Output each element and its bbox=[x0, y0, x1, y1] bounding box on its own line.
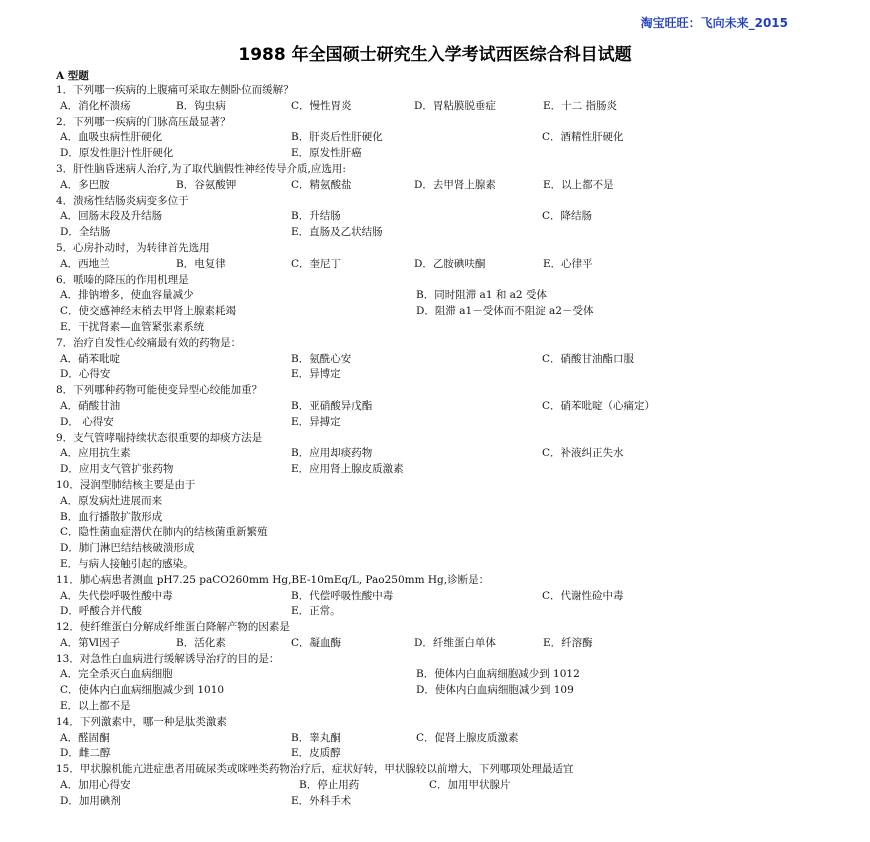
section-heading: A 型题 bbox=[56, 70, 89, 82]
answer-option: D．去甲肾上腺素 bbox=[414, 178, 496, 191]
option-row bbox=[56, 415, 846, 431]
question-10 bbox=[56, 478, 846, 573]
answer-option: C．奎尼丁 bbox=[291, 257, 342, 270]
answer-option: E．干扰肾素—血管紧张素系统 bbox=[60, 320, 205, 333]
answer-option: D．全结肠 bbox=[60, 226, 111, 239]
watermark-text: 淘宝旺旺：飞向未来_2015 bbox=[640, 16, 788, 30]
option-row bbox=[56, 257, 846, 273]
answer-option: A．第Ⅵ因子 bbox=[60, 636, 121, 649]
answer-option: A．失代偿呼吸性酸中毒 bbox=[60, 589, 173, 602]
answer-option: E．应用肾上腺皮质激素 bbox=[291, 463, 404, 476]
answer-option: C．精氨酸盐 bbox=[291, 178, 352, 191]
option-row bbox=[56, 178, 846, 194]
answer-option: C．加用甲状腺片 bbox=[429, 779, 511, 792]
question-15 bbox=[56, 762, 846, 809]
answer-option: B．睾丸酮 bbox=[291, 731, 341, 744]
answer-option: A．醛固酮 bbox=[60, 731, 110, 744]
answer-option: B．谷氨酸钾 bbox=[176, 178, 237, 191]
answer-option: A．应用抗生素 bbox=[60, 447, 131, 460]
option-row bbox=[56, 557, 846, 573]
answer-option: E．十二 指肠炎 bbox=[543, 99, 618, 112]
question-stem: 6．哌嗪的降压的作用机理是 bbox=[56, 273, 189, 286]
question-stem: 4．溃疡性结肠炎病变多位于 bbox=[56, 194, 189, 207]
answer-option: D．胃粘膜脱垂症 bbox=[414, 99, 496, 112]
option-row bbox=[56, 794, 846, 810]
answer-option: A．原发病灶进展而来 bbox=[60, 494, 163, 507]
answer-option: C．代谢性硷中毒 bbox=[542, 589, 624, 602]
answer-option: C．硝酸甘油酯口服 bbox=[542, 352, 635, 365]
option-row bbox=[56, 683, 846, 699]
answer-option: D．使体内白血病细胞减少到 109 bbox=[416, 684, 574, 697]
answer-option: A．硝酸甘油 bbox=[60, 399, 121, 412]
option-row bbox=[56, 778, 846, 794]
question-stem: 9．支气管哮喘持续状态很重要的却痰方法是 bbox=[56, 431, 263, 444]
answer-option: B．氨酰心安 bbox=[291, 352, 352, 365]
answer-option: C．降结肠 bbox=[542, 210, 593, 223]
answer-option: D．原发性胆汁性肝硬化 bbox=[60, 147, 174, 160]
option-row bbox=[56, 667, 846, 683]
option-row bbox=[56, 589, 846, 605]
answer-option: E．与病人接触引起的感染。 bbox=[60, 557, 194, 570]
question-4 bbox=[56, 194, 846, 241]
answer-option: D． 心得安 bbox=[60, 415, 114, 428]
question-stem: 7．治疗自发性心绞痛最有效的药物是： bbox=[56, 336, 242, 349]
answer-option: D．呼酸合并代酸 bbox=[60, 605, 142, 618]
answer-option: B．血行播散扩散形成 bbox=[60, 510, 163, 523]
question-6 bbox=[56, 273, 846, 336]
answer-option: A．西地兰 bbox=[60, 257, 110, 270]
answer-option: E．以上都不是 bbox=[60, 700, 131, 713]
question-stem: 2．下列哪一疾病的门脉高压最显著？ bbox=[56, 115, 231, 128]
answer-option: E．异搏定 bbox=[291, 415, 341, 428]
option-row bbox=[56, 209, 846, 225]
answer-option: A．完全杀灭白血病细胞 bbox=[60, 668, 173, 681]
question-stem: 10．浸润型肺结核主要是由于 bbox=[56, 478, 196, 491]
question-2 bbox=[56, 115, 846, 162]
answer-option: C．促肾上腺皮质激素 bbox=[416, 731, 519, 744]
option-row bbox=[56, 746, 846, 762]
answer-option: E．纤溶酶 bbox=[543, 636, 593, 649]
answer-option: D．应用支气管扩张药物 bbox=[60, 463, 174, 476]
option-row bbox=[56, 731, 846, 747]
answer-option: C．使交感神经末梢去甲肾上腺素耗竭 bbox=[60, 305, 237, 318]
question-1 bbox=[56, 83, 846, 115]
answer-option: C．使体内白血病细胞减少到 1010 bbox=[60, 684, 225, 697]
question-stem: 8．下列哪种药物可能使变异型心绞能加重？ bbox=[56, 384, 263, 397]
question-stem: 5．心房扑动时，为转律首先选用 bbox=[56, 241, 210, 254]
question-list bbox=[56, 83, 846, 810]
option-row bbox=[56, 225, 846, 241]
question-stem: 15．甲状腺机能亢进症患者用硫尿类或咪唑类药物治疗后，症状好转，甲状腺较以前增大，下列哪项处理最适宜 bbox=[56, 763, 574, 776]
answer-option: B．电复律 bbox=[176, 257, 226, 270]
question-8 bbox=[56, 383, 846, 430]
option-row bbox=[56, 367, 846, 383]
question-7 bbox=[56, 336, 846, 383]
question-5 bbox=[56, 241, 846, 273]
answer-option: B．肝炎后性肝硬化 bbox=[291, 131, 383, 144]
answer-option: B．同时阻滞 a1 和 a2 受体 bbox=[416, 289, 547, 302]
option-row bbox=[56, 636, 846, 652]
answer-option: E．原发性肝癌 bbox=[291, 147, 362, 160]
answer-option: B．使体内白血病细胞减少到 1012 bbox=[416, 668, 580, 681]
answer-option: B．钩虫病 bbox=[176, 99, 226, 112]
answer-option: C．慢性胃炎 bbox=[291, 99, 352, 112]
option-row bbox=[56, 462, 846, 478]
answer-option: A．血吸虫病性肝硬化 bbox=[60, 131, 163, 144]
answer-option: A．多巴胺 bbox=[60, 178, 110, 191]
answer-option: D．纤维蛋白单体 bbox=[414, 636, 496, 649]
answer-option: A．消化杯溃疡 bbox=[60, 99, 131, 112]
answer-option: E．正常。 bbox=[291, 605, 341, 618]
answer-option: D．肺门淋巴结结核破溃形成 bbox=[60, 542, 195, 555]
answer-option: A．排钠增多，使血容量减少 bbox=[60, 289, 194, 302]
option-row bbox=[56, 288, 846, 304]
option-row bbox=[56, 320, 846, 336]
option-row bbox=[56, 541, 846, 557]
answer-option: D．加用碘剂 bbox=[60, 794, 121, 807]
answer-option: E．直肠及乙状结肠 bbox=[291, 226, 383, 239]
answer-option: C．凝血酶 bbox=[291, 636, 342, 649]
answer-option: D．雌二醇 bbox=[60, 747, 111, 760]
question-14 bbox=[56, 715, 846, 762]
question-stem: 12．使纤维蛋白分解成纤维蛋白降解产物的因素是 bbox=[56, 621, 290, 634]
answer-option: C．硝苯吡啶（心痛定） bbox=[542, 399, 656, 412]
option-row bbox=[56, 399, 846, 415]
question-9 bbox=[56, 431, 846, 478]
answer-option: C．补液纠正失水 bbox=[542, 447, 624, 460]
answer-option: E．以上都不是 bbox=[543, 178, 614, 191]
question-stem: 13．对急性白血病进行缓解诱导治疗的目的是： bbox=[56, 652, 280, 665]
answer-option: C．隐性菌血症潜伏在肺内的结核菌重新繁殖 bbox=[60, 526, 268, 539]
question-11 bbox=[56, 573, 846, 620]
answer-option: B．应用却痰药物 bbox=[291, 447, 373, 460]
answer-option: E．皮质醇 bbox=[291, 747, 341, 760]
answer-option: C．酒精性肝硬化 bbox=[542, 131, 624, 144]
option-row bbox=[56, 510, 846, 526]
answer-option: A．回肠末段及升结肠 bbox=[60, 210, 163, 223]
question-13 bbox=[56, 652, 846, 715]
answer-option: B．升结肠 bbox=[291, 210, 341, 223]
option-row bbox=[56, 525, 846, 541]
option-row bbox=[56, 146, 846, 162]
option-row bbox=[56, 130, 846, 146]
answer-option: B．活化素 bbox=[176, 636, 226, 649]
option-row bbox=[56, 604, 846, 620]
question-stem: 11．肺心病患者测血 pH7.25 paCO260mm Hg,BE-10mEq/L, Pao250mm Hg,诊断是： bbox=[56, 573, 490, 586]
answer-option: B．亚硝酸异戊酯 bbox=[291, 399, 373, 412]
question-3 bbox=[56, 162, 846, 194]
answer-option: E．外科手术 bbox=[291, 794, 352, 807]
option-row bbox=[56, 699, 846, 715]
option-row bbox=[56, 446, 846, 462]
option-row bbox=[56, 494, 846, 510]
answer-option: E．心律平 bbox=[543, 257, 593, 270]
answer-option: A．加用心得安 bbox=[60, 779, 131, 792]
answer-option: B．停止用药 bbox=[299, 779, 360, 792]
option-row bbox=[56, 304, 846, 320]
option-row bbox=[56, 352, 846, 368]
answer-option: B．代偿呼吸性酸中毒 bbox=[291, 589, 394, 602]
question-stem: 3．肝性脑昏迷病人治疗,为了取代脑假性神经传导介质,应选用: bbox=[56, 162, 346, 175]
answer-option: A．硝苯吡啶 bbox=[60, 352, 121, 365]
answer-option: E．异博定 bbox=[291, 368, 341, 381]
page-title: 1988 年全国硕士研究生入学考试西医综合科目试题 bbox=[238, 45, 632, 65]
answer-option: D．阻滞 a1－受体而不阻淀 a2－受体 bbox=[416, 305, 594, 318]
answer-option: D．乙胺碘呋酮 bbox=[414, 257, 486, 270]
question-stem: 14．下列激素中，哪一种是肽类激素 bbox=[56, 715, 227, 728]
answer-option: D．心得安 bbox=[60, 368, 111, 381]
question-stem: 1．下列哪一疾病的上腹痛可采取左侧卧位而缓解？ bbox=[56, 84, 294, 96]
option-row bbox=[56, 99, 846, 115]
question-12 bbox=[56, 620, 846, 652]
